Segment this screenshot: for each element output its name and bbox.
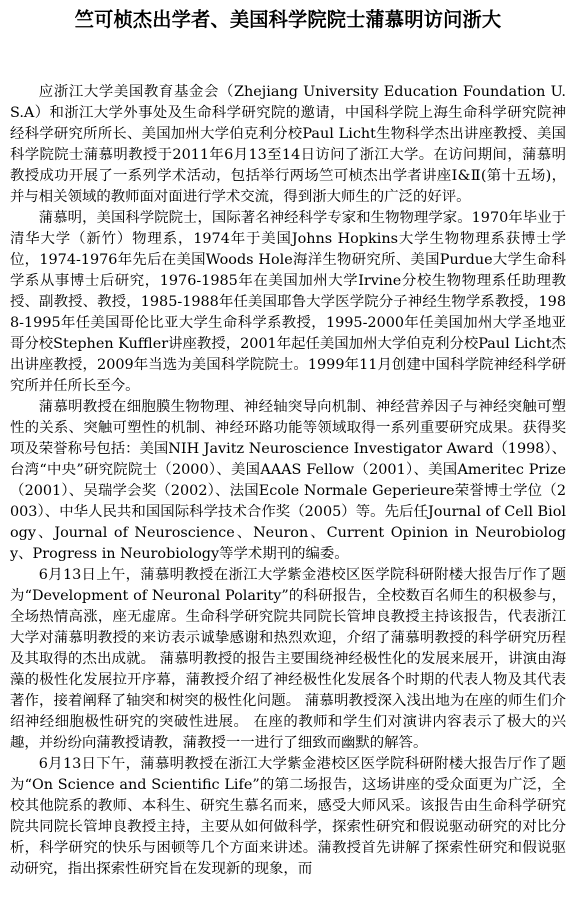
paragraph-afternoon-lecture: 6月13日下午，蒲慕明教授在浙江大学紫金港校区医学院科研附楼大报告厅作了题为“On Science and Scientific Life”的第二场报告，这场讲座的受众面更为广泛，全校其他院系的教师、本科生、研究生慕名而来，感受大师风采。该报告由生命科学研究院共同院长管坤良教授主持，主要从如何做科学，探索性研究和假说驱动研究的对比分析，科学研究的快乐与困顿等几个方面来讲述。蒲教授首先讲解了探索性研究和假说驱动研究，指出探索性研究旨在发现新的现象，而 [10, 756, 566, 877]
paragraph-invitation: 应浙江大学美国教育基金会（Zhejiang University Education Foundation U.S.A）和浙江大学外事处及生命科学研究院的邀请，中国科学院上海生命科学研究院神经科学研究所所长、美国加州大学伯克利分校Paul Licht生物科学杰出讲座教授、美国科学院院士蒲慕明教授于2011年6月13至14日访问了浙江大学。在访问期间，蒲慕明教授成功开展了一系列学术活动，包括举行两场竺可桢杰出学者讲座Ⅰ&Ⅱ(第十五场)，并与相关领域的教师面对面进行学术交流，得到浙大师生的广泛的好评。 [10, 84, 566, 205]
paragraph-morning-lecture: 6月13日上午，蒲慕明教授在浙江大学紫金港校区医学院科研附楼大报告厅作了题为“Development of Neuronal Polarity”的科研报告，全校数百名师生的积极参与，全场热情高涨，座无虚席。生命科学研究院共同院长管坤良教授主持该报告，代表浙江大学对蒲慕明教授的来访表示诚挚感谢和热烈欢迎，介绍了蒲慕明教授的科学研究历程及其取得的杰出成就。 蒲慕明教授的报告主要围绕神经极性化的发展来展开，讲演由海藻的极性化发展拉开序幕，蒲教授介绍了神经极性化发展各个时期的代表人物及其代表著作，接着阐释了轴突和树突的极性化问题。 蒲慕明教授深入浅出地为在座的师生们介绍神经细胞极性研究的突破性进展。 在座的教师和学生们对演讲内容表示了极大的兴趣，并纷纷向蒲教授请教，蒲教授一一进行了细致而幽默的解答。 [10, 567, 566, 751]
article-title: 竺可桢杰出学者、美国科学院院士蒲慕明访问浙大 [74, 8, 502, 31]
paragraph-biography: 蒲慕明，美国科学院院士，国际著名神经科学专家和生物物理学家。1970年毕业于清华大学（新竹）物理系，1974年于美国Johns Hopkins大学生物物理系获博士学位，1974-1976年先后在美国Woods Hole海洋生物研究所、美国Purdue大学生命科学系从事博士后研究，1976-1985年在美国加州大学Irvine分校生物物理系任助理教授、副教授、教授，1985-1988年任美国耶鲁大学医学院分子神经生物学系教授，1988-1995年任美国哥伦比亚大学生命科学系教授，1995-2000年任美国加州大学圣地亚哥分校Stephen Kuffler讲座教授，2001年起任美国加州大学伯克利分校Paul Licht杰出讲座教授，2009年当选为美国科学院院士。1999年11月创建中国科学院神经科学研究所并任所长至今。 [10, 210, 566, 394]
title-spacer [10, 34, 566, 82]
article-body [10, 82, 566, 880]
paragraph-achievements: 蒲慕明教授在细胞膜生物物理、神经轴突导向机制、神经营养因子与神经突触可塑性的关系、突触可塑性的机制、神经环路功能等领域取得一系列重要研究成果。获得奖项及荣誉称号包括：美国NIH Javitz Neuroscience Investigator Award（1998）、台湾“中央”研究院院士（2000）、美国AAAS Fellow（2001）、美国Ameritec Prize（2001）、吴瑞学会奖（2002）、法国Ecole Normale Geperieure荣誉博士学位（2003）、中华人民共和国国际科学技术合作奖（2005）等。先后任Journal of Cell Biology、Journal of Neuroscience、Neuron、Current Opinion in Neurobiology、Progress in Neurobiology等学术期刊的编委。 [10, 399, 567, 562]
